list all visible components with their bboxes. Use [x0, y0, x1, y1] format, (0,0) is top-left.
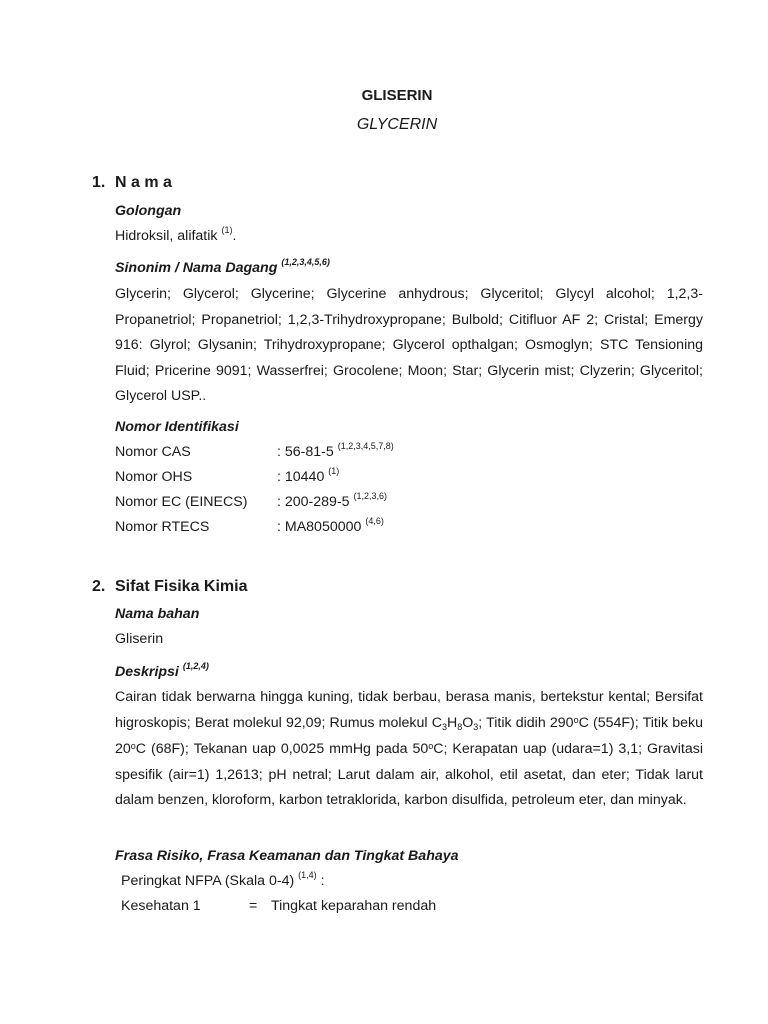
- formula-subscript: 3: [473, 721, 479, 732]
- identifikasi-value: : 200-289-5: [277, 494, 350, 510]
- identifikasi-row-ohs: [115, 466, 340, 485]
- section-1-title: N a m a: [115, 174, 172, 191]
- degree-mark: o: [573, 714, 579, 725]
- sinonim-ref: (1,2,3,4,5,6): [281, 257, 330, 267]
- deskripsi-text: O: [462, 714, 474, 731]
- golongan-ref: (1): [221, 225, 233, 235]
- kesehatan-value: Tingkat keparahan rendah: [271, 898, 437, 914]
- identifikasi-row-ec: [115, 491, 388, 510]
- section-2-title: Sifat Fisika Kimia: [115, 578, 248, 595]
- deskripsi-text: C; Kerapatan uap (udara=1) 3,1; Gravitasi spesifik (air=1) 1,2613; pH netral; Larut dalam air, alkohol, etil asetat, dan eter; Tidak larut dalam benzen, kloroform, karbon tetraklorida, karbon disulfida, petroleum eter, dan minyak.: [115, 741, 703, 809]
- nfpa-ref: (1,4): [298, 870, 317, 880]
- identifikasi-value: : 56-81-5: [277, 444, 334, 460]
- formula-subscript: 8: [457, 721, 463, 732]
- nama-bahan-value: Gliserin: [115, 631, 164, 647]
- identifikasi-key: Nomor RTECS: [115, 519, 210, 535]
- identifikasi-value: : 10440: [277, 469, 325, 485]
- identifikasi-value: : MA8050000: [277, 519, 362, 535]
- deskripsi-text: Cairan tidak berwarna hingga kuning, tidak berbau, berasa manis, bertekstur kental; Bersifat higroskopis; Berat molekul 92,09; Rumus molekul C: [115, 689, 703, 731]
- identifikasi-ref: (1): [328, 466, 340, 476]
- identifikasi-key: Nomor OHS: [115, 469, 193, 485]
- sinonim-paragraph: Glycerin; Glycerol; Glycerine; Glycerine anhydrous; Glyceritol; Glycyl alcohol; 1,2,3-Propanetriol; Propanetriol; 1,2,3-Trihydroxypropane; Bulbold; Citifluor AF 2; Cristal; Emergy 916: Glyrol; Glysanin; Trihydroxypropane; Glycerol opthalgan; Osmoglyn; STC Tensioning Fluid; Pricerine 9091; Wasserfrei; Grocolene; Moon; Star; Glycerin mist; Clyzerin; Glyceritol; Glycerol USP..: [115, 286, 703, 405]
- frasa-label: Frasa Risiko, Frasa Keamanan dan Tingkat Bahaya: [115, 848, 459, 864]
- section-1-number: 1.: [92, 174, 106, 191]
- deskripsi-text: ; Titik didih 290: [478, 714, 574, 731]
- deskripsi-text: C (68F); Tekanan uap 0,0025 mmHg pada 50: [135, 741, 429, 758]
- kesehatan-key: Kesehatan 1: [121, 898, 201, 914]
- degree-mark: o: [428, 741, 434, 752]
- nfpa-line: [121, 870, 325, 889]
- section-2-number: 2.: [92, 578, 106, 595]
- identifikasi-row-cas: [115, 441, 394, 460]
- identifikasi-ref: (4,6): [365, 516, 384, 526]
- nfpa-end: :: [316, 873, 325, 889]
- kesehatan-eq: =: [249, 898, 258, 914]
- nfpa-text: Peringkat NFPA (Skala 0-4): [121, 873, 295, 889]
- sinonim-label: [115, 257, 330, 276]
- golongan-end: .: [232, 228, 237, 244]
- nama-bahan-label: Nama bahan: [115, 606, 200, 622]
- deskripsi-label-text: Deskripsi: [115, 664, 179, 680]
- golongan-label: Golongan: [115, 203, 182, 219]
- degree-mark: o: [130, 741, 136, 752]
- identifikasi-row-rtecs: [115, 516, 384, 535]
- identifikasi-key: Nomor CAS: [115, 444, 191, 460]
- identifikasi-ref: (1,2,3,6): [353, 491, 388, 501]
- deskripsi-label: [115, 661, 209, 680]
- deskripsi-text: H: [446, 714, 458, 731]
- identifikasi-key: Nomor EC (EINECS): [115, 494, 248, 510]
- deskripsi-text: C (554F); Titik beku 20: [115, 714, 703, 758]
- document-subtitle: GLYCERIN: [356, 116, 438, 133]
- section-2-heading: [92, 578, 248, 596]
- deskripsi-paragraph: [115, 685, 703, 814]
- section-1-heading: [92, 174, 172, 192]
- identifikasi-label: Nomor Identifikasi: [115, 419, 239, 435]
- document-title: GLISERIN: [361, 87, 433, 104]
- sinonim-label-text: Sinonim / Nama Dagang: [115, 260, 278, 276]
- golongan-value: [115, 225, 237, 244]
- golongan-text: Hidroksil, alifatik: [115, 228, 218, 244]
- identifikasi-ref: (1,2,3,4,5,7,8): [337, 441, 394, 451]
- deskripsi-ref: (1,2,4): [182, 661, 209, 671]
- kesehatan-row: [121, 898, 436, 914]
- formula-subscript: 3: [441, 721, 447, 732]
